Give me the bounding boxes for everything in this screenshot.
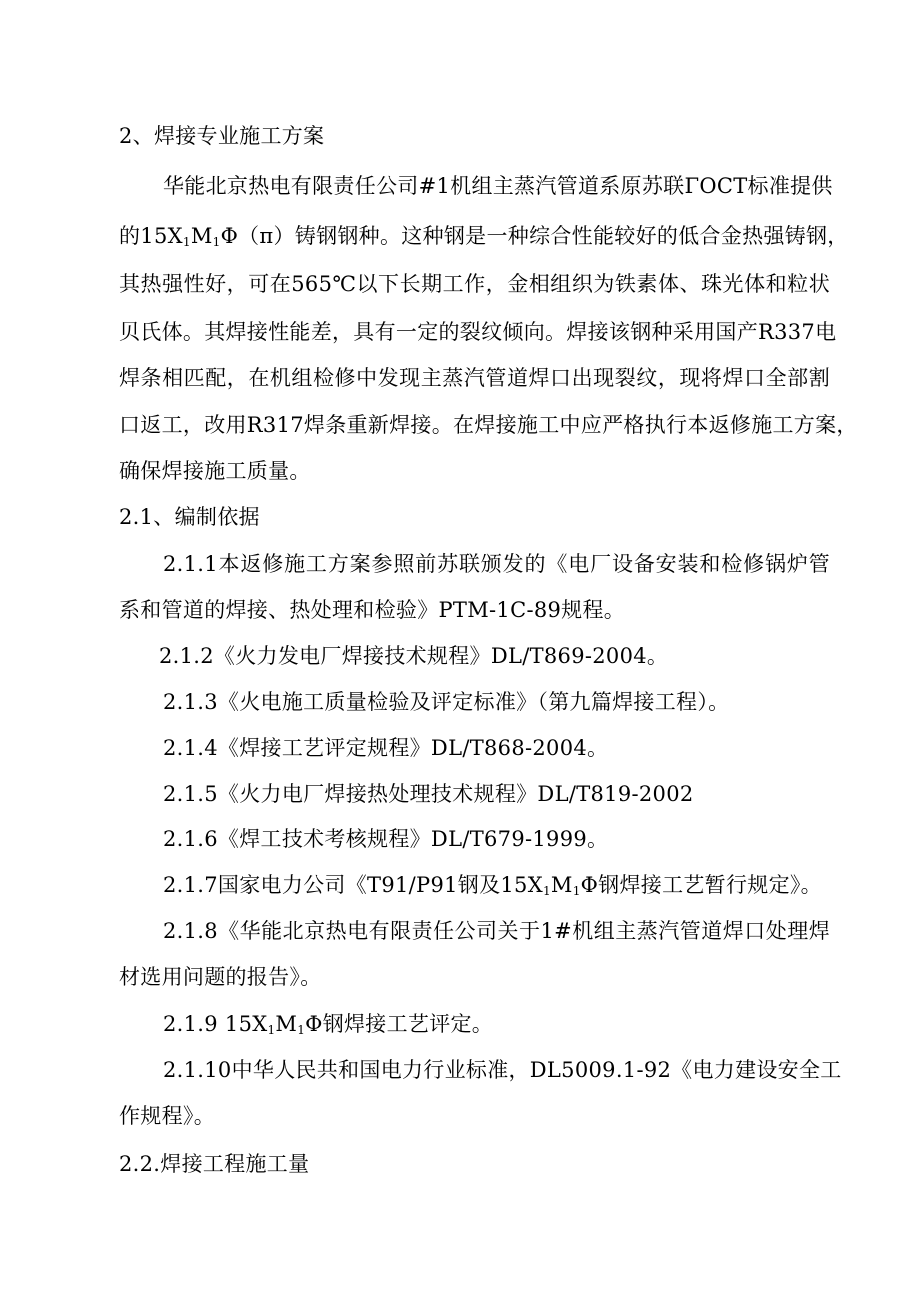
basis-item-2: 2.1.2《火力发电厂焊接技术规程》DL/T869-2004。 xyxy=(159,644,669,668)
intro-line-4: 贝氏体。其焊接性能差，具有一定的裂纹倾向。焊接该钢种采用国产R337电 xyxy=(119,320,837,344)
intro-line-6: 口返工，改用R317焊条重新焊接。在焊接施工中应严格执行本返修施工方案， xyxy=(119,413,858,437)
basis-item-8-line-1: 2.1.8《华能北京热电有限责任公司关于1#机组主蒸汽管道焊口处理焊 xyxy=(163,919,830,943)
basis-item-1-line-1: 2.1.1本返修施工方案参照前苏联颁发的《电厂设备安装和检修锅炉管 xyxy=(163,552,830,576)
basis-item-7: 2.1.7国家电力公司《T91/P91钢及$15X_1M_1\Phi$钢焊接工艺暂行规定》。 xyxy=(163,873,822,898)
basis-item-1-line-2: 系和管道的焊接、热处理和检验》PTM-1C-89规程。 xyxy=(119,598,626,622)
basis-item-10-line-1: 2.1.10中华人民共和国电力行业标准，DL5009.1-92《电力建设安全工 xyxy=(163,1058,842,1082)
intro-line-3: 其热强性好，可在565℃以下长期工作，金相组织为铁素体、珠光体和粒状 xyxy=(119,272,830,296)
intro-line-1: 华能北京热电有限责任公司#1机组主蒸汽管道系原苏联ΓOCT标准提供 xyxy=(163,174,833,198)
basis-item-4: 2.1.4《焊接工艺评定规程》DL/T868-2004。 xyxy=(163,736,609,760)
basis-item-10-line-2: 作规程》。 xyxy=(119,1104,215,1128)
intro-line-2: 的$15X_1M_1\Phi(\pi)$铸钢钢种。这种钢是一种综合性能较好的低合金热强铸钢， xyxy=(119,224,849,249)
basis-item-6: 2.1.6《焊工技术考核规程》DL/T679-1999。 xyxy=(163,827,609,851)
section-heading-2-2: 2.2.焊接工程施工量 xyxy=(119,1152,310,1176)
section-heading-2-1: 2.1、编制依据 xyxy=(119,505,260,529)
basis-item-5: 2.1.5《火力电厂焊接热处理技术规程》DL/T819-2002 xyxy=(163,782,694,806)
section-heading-2: 2、焊接专业施工方案 xyxy=(119,124,325,148)
intro-line-5: 焊条相匹配，在机组检修中发现主蒸汽管道焊口出现裂纹，现将焊口全部割 xyxy=(119,366,830,390)
basis-item-3: 2.1.3《火电施工质量检验及评定标准》（第九篇焊接工程）。 xyxy=(163,690,730,714)
intro-line-7: 确保焊接施工质量。 xyxy=(119,459,311,483)
basis-item-8-line-2: 材选用问题的报告》。 xyxy=(119,965,322,989)
basis-item-9: 2.1.9 $15X_1M_1\Phi$钢焊接工艺评定。 xyxy=(163,1012,494,1037)
